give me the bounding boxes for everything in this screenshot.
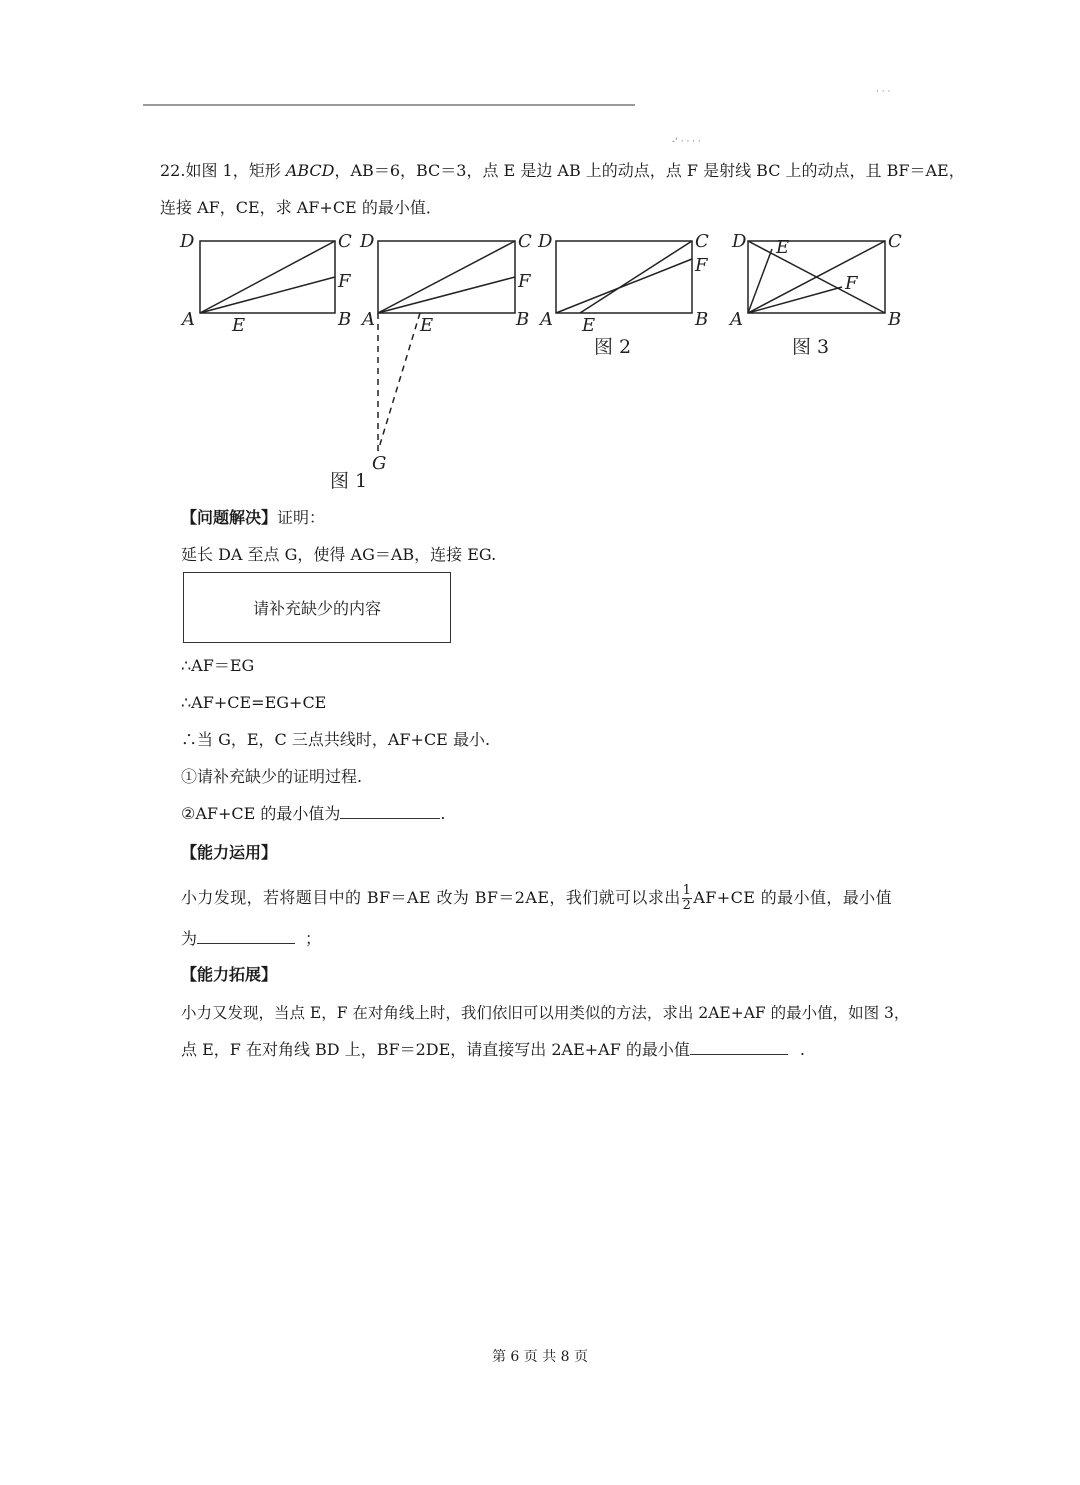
label-E: E bbox=[776, 237, 790, 258]
label-D: D bbox=[538, 231, 553, 252]
problem-line-1: 22.如图 1，矩形 ABCD，AB＝6，BC＝3，点 E 是边 AB 上的动点，点 F 是射线 BC 上的动点，且 BF＝AE， bbox=[160, 161, 965, 180]
label-E: E bbox=[582, 315, 596, 336]
section1-heading-line: 【问题解决】证明： bbox=[181, 508, 326, 527]
label-D: D bbox=[360, 231, 375, 252]
answer-blank[interactable] bbox=[340, 804, 440, 819]
answer-blank[interactable] bbox=[197, 929, 295, 944]
section3-heading: 【能力拓展】 bbox=[181, 965, 278, 984]
label-B: B bbox=[338, 309, 352, 330]
fraction-half: $\frac{1}{2}$ bbox=[682, 883, 692, 913]
label-E: E bbox=[232, 315, 246, 336]
caption-fig2: 图 2 bbox=[594, 336, 632, 358]
proof-step-2: ∴AF＝EG bbox=[181, 656, 255, 675]
fig1b-af-line bbox=[378, 277, 515, 313]
fig3-ae-line bbox=[748, 249, 772, 313]
section2-line-1: 小力发现，若将题目中的 BF＝AE 改为 BF＝2AE，我们就可以求出 $\frac{1}{2}$ AF+CE 的最小值，最小值 bbox=[181, 883, 892, 913]
fig2-rect bbox=[556, 241, 692, 313]
section3-line-2: 点 E，F 在对角线 BD 上，BF＝2DE，请直接写出 2AE+AF 的最小值 . bbox=[181, 1040, 806, 1059]
header-rule bbox=[143, 104, 635, 106]
section2-line-2: 为 ； bbox=[181, 929, 322, 948]
fill-in-box[interactable]: 请补充缺少的内容 bbox=[183, 572, 451, 643]
section3-line-1: 小力又发现，当点 E，F 在对角线上时，我们依旧可以用类似的方法，求出 2AE+AF 的最小值，如图 3， bbox=[181, 1004, 910, 1022]
label-D: D bbox=[732, 231, 747, 252]
label-F: F bbox=[518, 271, 531, 292]
figure-panel bbox=[170, 225, 920, 495]
problem-line-2: 连接 AF，CE，求 AF+CE 的最小值． bbox=[160, 198, 442, 217]
question-1: ①请补充缺少的证明过程. bbox=[181, 767, 363, 786]
fig1b-eg-dash bbox=[378, 313, 420, 451]
label-B: B bbox=[695, 309, 709, 330]
label-F: F bbox=[338, 271, 351, 292]
label-A: A bbox=[362, 309, 375, 330]
label-F: F bbox=[845, 273, 858, 294]
label-G: G bbox=[372, 453, 387, 474]
section1-heading: 【问题解决】 bbox=[181, 508, 278, 527]
proof-step-1: 延长 DA 至点 G，使得 AG＝AB，连接 EG. bbox=[181, 545, 497, 564]
fig3-af-line bbox=[748, 287, 842, 313]
label-B: B bbox=[888, 309, 902, 330]
caption-fig1: 图 1 bbox=[330, 470, 368, 492]
label-A: A bbox=[730, 309, 743, 330]
label-D: D bbox=[180, 231, 195, 252]
scan-mark: · · · bbox=[876, 87, 891, 97]
proof-step-4: ∴当 G，E，C 三点共线时，AF+CE 最小. bbox=[181, 730, 491, 749]
proof-step-3: ∴AF+CE=EG+CE bbox=[181, 693, 327, 712]
label-B: B bbox=[516, 309, 530, 330]
fig2-ce-line bbox=[580, 241, 692, 313]
label-C: C bbox=[338, 231, 352, 252]
fig1-ce-line bbox=[200, 241, 335, 313]
label-E: E bbox=[420, 315, 434, 336]
fig1b-ce-line bbox=[378, 241, 515, 313]
label-C: C bbox=[518, 231, 532, 252]
label-F: F bbox=[695, 255, 708, 276]
answer-blank[interactable] bbox=[690, 1040, 788, 1055]
page-number: 第 6 页 共 8 页 bbox=[491, 1349, 589, 1365]
scan-mark: -‘ · · · · bbox=[672, 137, 701, 147]
fig2-af-line bbox=[556, 259, 692, 313]
question-2: ②AF+CE 的最小值为 . bbox=[181, 804, 446, 823]
caption-fig3: 图 3 bbox=[792, 336, 830, 358]
label-C: C bbox=[888, 231, 902, 252]
label-A: A bbox=[540, 309, 553, 330]
label-C: C bbox=[695, 231, 709, 252]
label-A: A bbox=[182, 309, 195, 330]
fig1-af-line bbox=[200, 277, 335, 313]
section2-heading: 【能力运用】 bbox=[181, 843, 278, 862]
